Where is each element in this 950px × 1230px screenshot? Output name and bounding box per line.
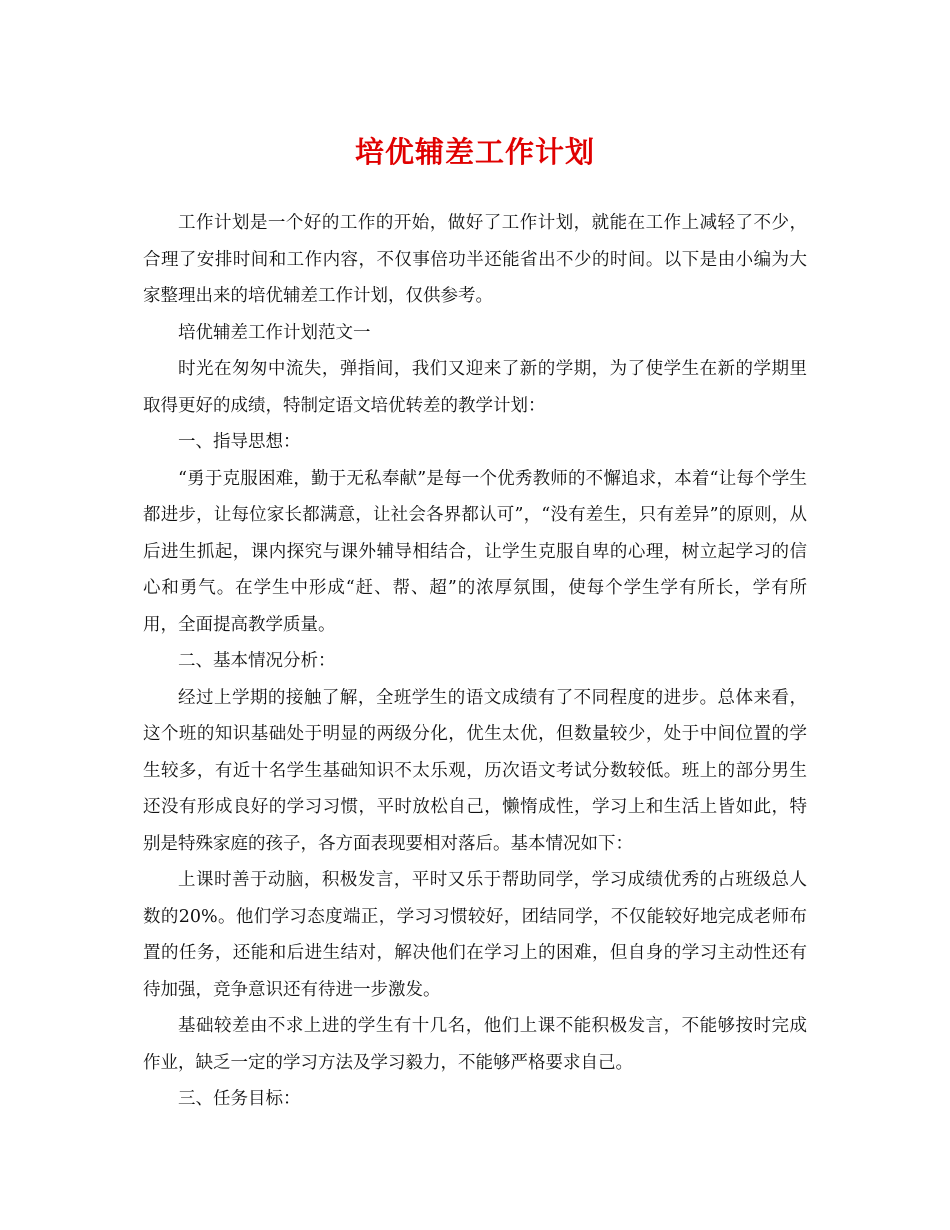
intro-paragraph: 工作计划是一个好的工作的开始，做好了工作计划，就能在工作上减轻了不少，合理了安排时间和工作内容，不仅事倍功半还能省出不少的时间。以下是由小编为大家整理出来的培优辅差工作计划，仅供参考。 bbox=[143, 213, 807, 306]
document-body bbox=[143, 205, 807, 1118]
section-heading-situation-analysis: 二、基本情况分析： bbox=[178, 651, 336, 671]
top-students-paragraph: 上课时善于动脑，积极发言，平时又乐于帮助同学，学习成绩优秀的占班级总人数的20%。他们学习态度端正，学习习惯较好，团结同学，不仅能较好地完成老师布置的任务，还能和后进生结对，解决他们在学习上的困难，但自身的学习主动性还有待加强，竞争意识还有待进一步激发。 bbox=[143, 870, 807, 1000]
sample-heading: 培优辅差工作计划范文一 bbox=[178, 322, 371, 343]
opening-paragraph: 时光在匆匆中流失，弹指间，我们又迎来了新的学期，为了使学生在新的学期里取得更好的成绩，特制定语文培优转差的教学计划： bbox=[143, 359, 807, 416]
section-heading-task-goals: 三、任务目标： bbox=[178, 1089, 301, 1109]
section-heading-guiding-thought: 一、指导思想： bbox=[178, 432, 301, 452]
situation-analysis-paragraph: 经过上学期的接触了解，全班学生的语文成绩有了不同程度的进步。总体来看，这个班的知识基础处于明显的两级分化，优生太优，但数量较少，处于中间位置的学生较多，有近十名学生基础知识不太乐观，历次语文考试分数较低。班上的部分男生还没有形成良好的学习习惯，平时放松自己，懒惰成性，学习上和生活上皆如此，特别是特殊家庭的孩子，各方面表现要相对落后。基本情况如下： bbox=[143, 687, 807, 854]
weak-students-paragraph: 基础较差由不求上进的学生有十几名，他们上课不能积极发言，不能够按时完成作业，缺乏一定的学习方法及学习毅力，不能够严格要求自己。 bbox=[143, 1016, 807, 1073]
guiding-thought-paragraph: “勇于克服困难，勤于无私奉献”是每一个优秀教师的不懈追求，本着“让每个学生都进步，让每位家长都满意，让社会各界都认可”，“没有差生，只有差异”的原则，从后进生抓起，课内探究与课外辅导相结合，让学生克服自卑的心理，树立起学习的信心和勇气。在学生中形成“赶、帮、超”的浓厚氛围，使每个学生学有所长，学有所用，全面提高教学质量。 bbox=[143, 468, 807, 635]
document-title: 培优辅差工作计划 bbox=[354, 135, 595, 169]
